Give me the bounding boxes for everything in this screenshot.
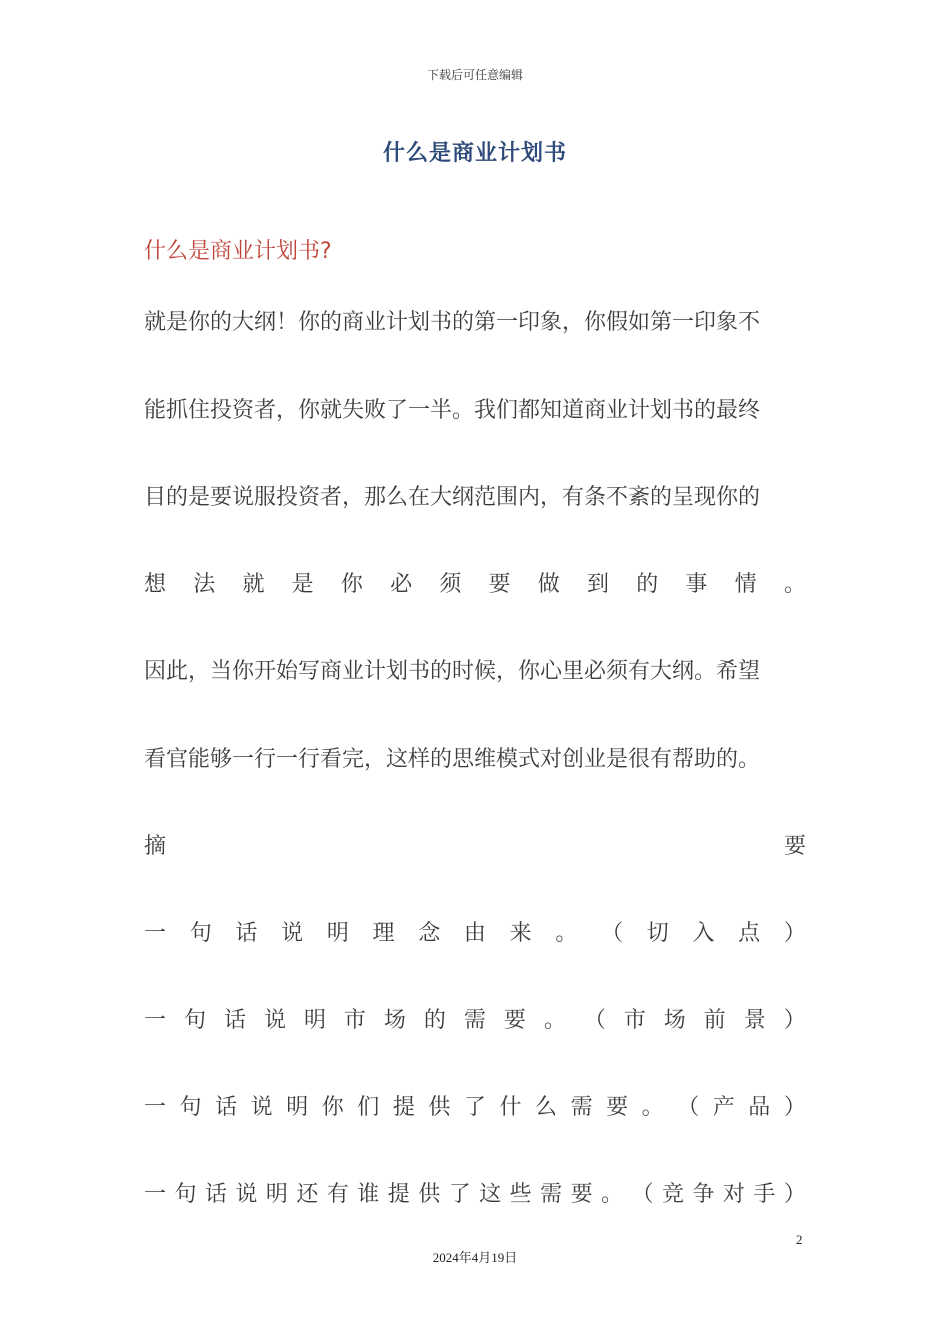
- justified-char: 。: [783, 572, 806, 597]
- justified-char: 入: [692, 921, 715, 946]
- justified-char: ）: [783, 1095, 806, 1120]
- justified-char: 有: [326, 1182, 349, 1207]
- justified-char: 摘: [144, 834, 167, 859]
- justified-char: 句: [189, 921, 212, 946]
- paragraph-line-5: 因此，当你开始写商业计划书的时候，你心里必须有大纲。希望: [144, 659, 761, 684]
- justified-char: 要: [606, 1095, 629, 1120]
- footer-date: 2024年4月19日: [432, 1250, 518, 1265]
- justified-char: 话: [235, 921, 258, 946]
- justified-char: 对: [722, 1182, 745, 1207]
- justified-char: 产: [712, 1095, 735, 1120]
- summary-line-2: [144, 1006, 806, 1036]
- justified-char: 说: [235, 1182, 258, 1207]
- justified-char: 需: [540, 1182, 563, 1207]
- paragraph-line-1: 就是你的大纲！你的商业计划书的第一印象，你假如第一印象不: [144, 310, 761, 335]
- justified-char: 还: [296, 1182, 319, 1207]
- justified-char: 了: [448, 1182, 471, 1207]
- justified-char: 你: [340, 572, 363, 597]
- justified-char: 明: [326, 921, 349, 946]
- justified-char: 话: [204, 1182, 227, 1207]
- justified-char: 一: [144, 921, 167, 946]
- justified-char: 必: [390, 572, 413, 597]
- justified-char: 说: [281, 921, 304, 946]
- justified-char: 。: [641, 1095, 664, 1120]
- justified-char: 场: [383, 1008, 406, 1033]
- justified-char: 要: [488, 572, 511, 597]
- justified-char: 理: [372, 921, 395, 946]
- justified-char: 场: [663, 1008, 686, 1033]
- justified-char: 说: [250, 1095, 273, 1120]
- justified-char: 么: [535, 1095, 558, 1120]
- header-note: 下载后可任意编辑: [426, 68, 523, 82]
- justified-char: 明: [286, 1095, 309, 1120]
- justified-char: 景: [743, 1008, 766, 1033]
- justified-char: 到: [586, 572, 609, 597]
- justified-char: 市: [623, 1008, 646, 1033]
- justified-char: 情: [734, 572, 757, 597]
- justified-char: 句: [183, 1008, 206, 1033]
- justified-char: 前: [703, 1008, 726, 1033]
- justified-char: 一: [144, 1008, 167, 1033]
- justified-char: 明: [303, 1008, 326, 1033]
- section-heading: 什么是商业计划书?: [144, 239, 332, 264]
- paragraph-line-6: 看官能够一行一行看完，这样的思维模式对创业是很有帮助的。: [144, 747, 761, 772]
- justified-char: 做: [537, 572, 560, 597]
- summary-line-1: [144, 919, 806, 949]
- page-number: 2: [796, 1232, 803, 1247]
- justified-char: 提: [387, 1182, 410, 1207]
- justified-char: 竞: [661, 1182, 684, 1207]
- justified-char: 一: [144, 1182, 167, 1207]
- paragraph-line-2: 能抓住投资者，你就失败了一半。我们都知道商业计划书的最终: [144, 398, 761, 423]
- justified-char: 。: [601, 1182, 624, 1207]
- summary-line-3: [144, 1093, 806, 1123]
- summary-label: [144, 832, 806, 862]
- justified-char: 需: [570, 1095, 593, 1120]
- justified-char: 话: [215, 1095, 238, 1120]
- justified-char: 手: [753, 1182, 776, 1207]
- justified-char: 需: [463, 1008, 486, 1033]
- justified-char: 切: [646, 921, 669, 946]
- document-title: 什么是商业计划书: [382, 141, 567, 166]
- justified-char: 说: [263, 1008, 286, 1033]
- justified-char: 。: [555, 921, 578, 946]
- justified-char: 句: [174, 1182, 197, 1207]
- justified-char: 句: [179, 1095, 202, 1120]
- justified-char: 是: [291, 572, 314, 597]
- justified-char: 须: [439, 572, 462, 597]
- justified-char: 话: [223, 1008, 246, 1033]
- justified-char: ）: [783, 1008, 806, 1033]
- justified-char: 你: [321, 1095, 344, 1120]
- justified-char: 法: [193, 572, 216, 597]
- justified-char: （: [631, 1182, 654, 1207]
- justified-char: 。: [543, 1008, 566, 1033]
- justified-char: 要: [783, 834, 806, 859]
- justified-char: 事: [685, 572, 708, 597]
- justified-char: 这: [479, 1182, 502, 1207]
- justified-char: 就: [242, 572, 265, 597]
- justified-char: （: [583, 1008, 606, 1033]
- justified-char: 供: [418, 1182, 441, 1207]
- justified-char: 要: [503, 1008, 526, 1033]
- justified-char: 们: [357, 1095, 380, 1120]
- paragraph-line-4: [144, 570, 806, 600]
- justified-char: 的: [423, 1008, 446, 1033]
- justified-char: 念: [418, 921, 441, 946]
- justified-char: 由: [463, 921, 486, 946]
- justified-char: ）: [783, 921, 806, 946]
- justified-char: ）: [783, 1182, 806, 1207]
- summary-line-4: [144, 1180, 806, 1210]
- justified-char: （: [601, 921, 624, 946]
- justified-char: 了: [463, 1095, 486, 1120]
- justified-char: 的: [636, 572, 659, 597]
- justified-char: （: [677, 1095, 700, 1120]
- justified-char: 提: [392, 1095, 415, 1120]
- justified-char: 争: [692, 1182, 715, 1207]
- justified-char: 想: [144, 572, 167, 597]
- justified-char: 点: [738, 921, 761, 946]
- justified-char: 市: [343, 1008, 366, 1033]
- justified-char: 谁: [357, 1182, 380, 1207]
- justified-char: 一: [144, 1095, 167, 1120]
- justified-char: 些: [509, 1182, 532, 1207]
- paragraph-line-3: 目的是要说服投资者，那么在大纲范围内，有条不紊的呈现你的: [144, 485, 761, 510]
- justified-char: 要: [570, 1182, 593, 1207]
- justified-char: 品: [748, 1095, 771, 1120]
- justified-char: 明: [265, 1182, 288, 1207]
- justified-char: 供: [428, 1095, 451, 1120]
- justified-char: 来: [509, 921, 532, 946]
- justified-char: 什: [499, 1095, 522, 1120]
